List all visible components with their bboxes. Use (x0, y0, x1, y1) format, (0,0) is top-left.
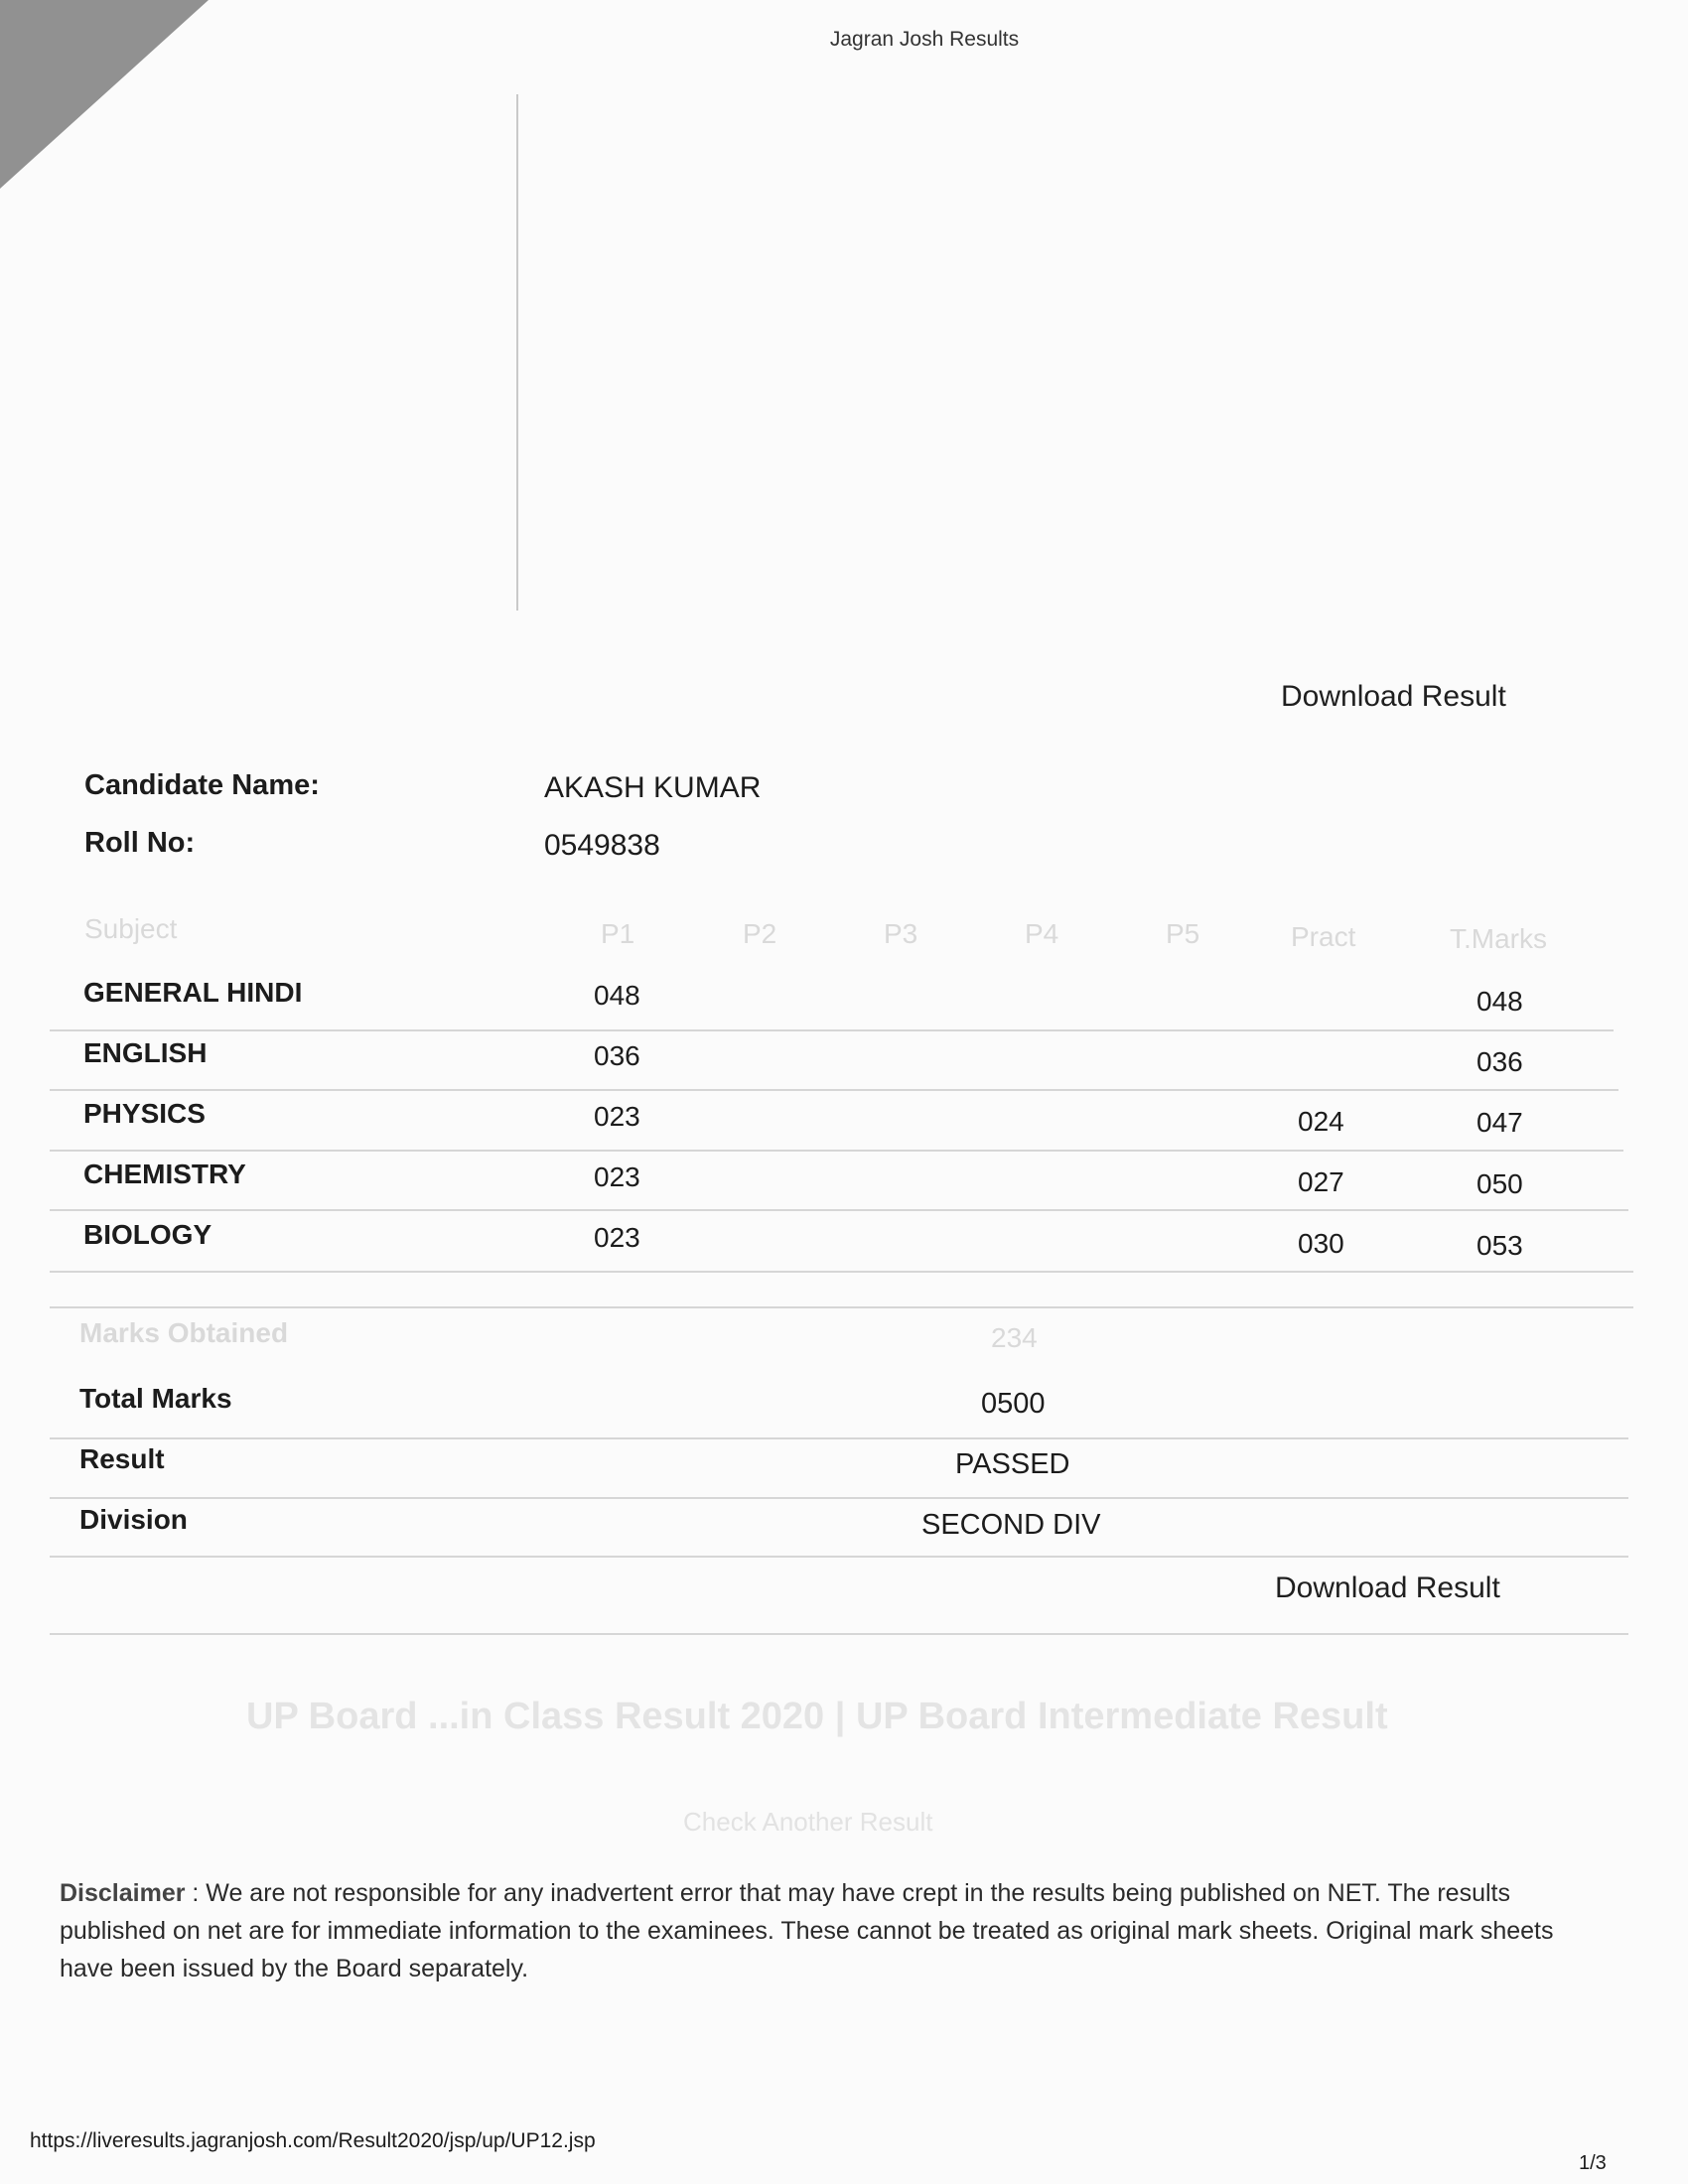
division-value: SECOND DIV (921, 1509, 1101, 1541)
total-chemistry: 050 (1477, 1168, 1523, 1199)
row-divider (50, 1437, 1628, 1439)
pract-physics: 024 (1298, 1106, 1344, 1137)
col-header-pract: Pract (1291, 921, 1356, 952)
row-divider (50, 1150, 1623, 1152)
disclaimer-text: : We are not responsible for any inadvertent error that may have crept in the results being published on NET. The results published on net are for immediate information to the examinees. These cannot be treated as original mark sheets. Original mark sheets have been issued by the Board separately. (60, 1879, 1554, 1982)
subject-chemistry: CHEMISTRY (83, 1159, 246, 1189)
roll-no-label: Roll No: (84, 827, 196, 859)
subject-biology: BIOLOGY (83, 1219, 212, 1250)
p1-english: 036 (594, 1040, 640, 1071)
total-biology: 053 (1477, 1230, 1523, 1261)
download-result-link-top[interactable]: Download Result (1281, 680, 1506, 713)
row-divider (50, 1209, 1628, 1211)
subject-physics: PHYSICS (83, 1098, 206, 1129)
p1-general-hindi: 048 (594, 980, 640, 1011)
total-marks-label: Total Marks (79, 1383, 232, 1414)
candidate-name-value: AKASH KUMAR (544, 771, 762, 804)
col-header-p5: P5 (1166, 918, 1200, 949)
subject-general-hindi: GENERAL HINDI (83, 977, 303, 1008)
pract-biology: 030 (1298, 1228, 1344, 1259)
page-number: 1/3 (1579, 2152, 1607, 2174)
row-divider (50, 1497, 1628, 1499)
marks-obtained-value: 234 (991, 1322, 1038, 1353)
subject-english: ENGLISH (83, 1037, 208, 1068)
row-divider (50, 1633, 1628, 1635)
show-through-check-another: Check Another Result (683, 1807, 933, 1837)
col-header-p4: P4 (1025, 918, 1059, 949)
row-divider (50, 1556, 1628, 1558)
total-physics: 047 (1477, 1107, 1523, 1138)
pract-chemistry: 027 (1298, 1166, 1344, 1197)
col-header-p1: P1 (601, 918, 635, 949)
row-divider (50, 1089, 1618, 1091)
total-marks-value: 0500 (981, 1388, 1046, 1420)
roll-no-value: 0549838 (544, 829, 660, 862)
row-divider (50, 1271, 1633, 1273)
total-english: 036 (1477, 1046, 1523, 1077)
col-header-p2: P2 (743, 918, 777, 949)
disclaimer-label: Disclaimer (60, 1879, 186, 1907)
total-general-hindi: 048 (1477, 986, 1523, 1017)
page-header-title: Jagran Josh Results (829, 28, 1020, 51)
vertical-divider (516, 94, 518, 611)
p1-physics: 023 (594, 1101, 640, 1132)
disclaimer (60, 1874, 1589, 1987)
footer-url: https://liveresults.jagranjosh.com/Result2020/jsp/up/UP12.jsp (30, 2129, 596, 2152)
row-divider (50, 1306, 1633, 1308)
p1-chemistry: 023 (594, 1161, 640, 1192)
download-result-link-bottom[interactable]: Download Result (1275, 1571, 1500, 1604)
marks-obtained-label: Marks Obtained (79, 1317, 289, 1348)
p1-biology: 023 (594, 1222, 640, 1253)
candidate-name-label: Candidate Name: (84, 769, 320, 801)
col-header-p3: P3 (884, 918, 918, 949)
col-header-total: T.Marks (1450, 923, 1547, 954)
row-divider (50, 1029, 1614, 1031)
division-label: Division (79, 1504, 188, 1535)
result-label: Result (79, 1443, 165, 1474)
result-value: PASSED (955, 1448, 1070, 1480)
col-header-subject: Subject (84, 913, 178, 944)
show-through-heading: UP Board ...in Class Result 2020 | UP Board Intermediate Result (246, 1696, 1388, 1737)
